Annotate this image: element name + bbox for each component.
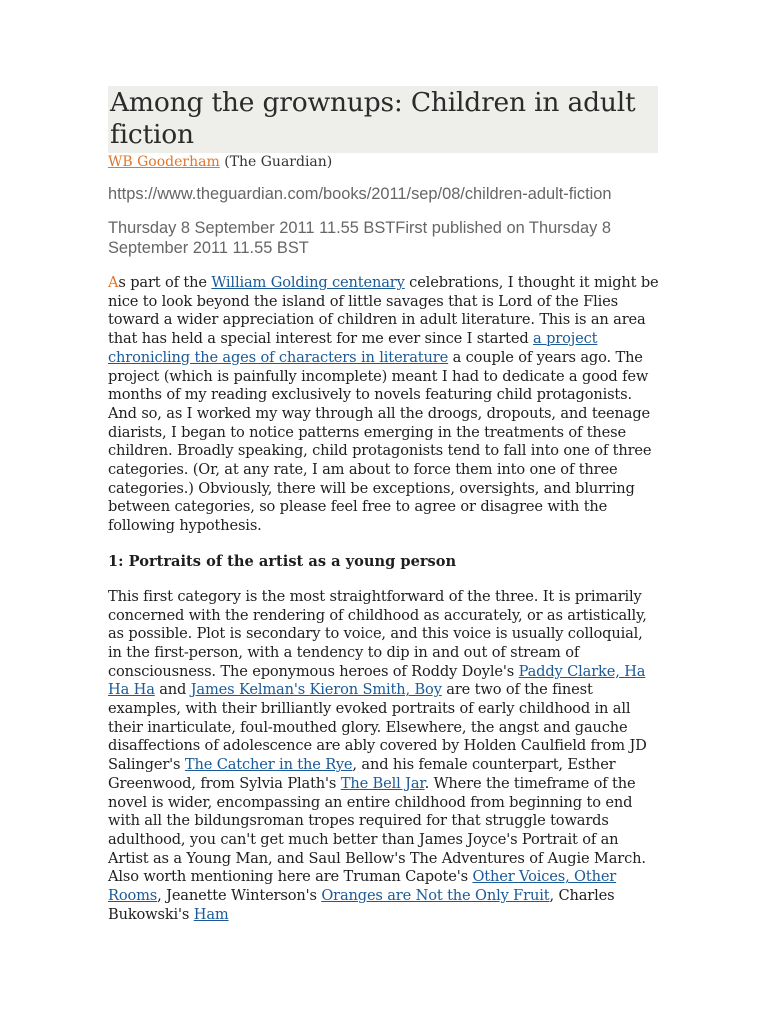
text-run: and bbox=[154, 681, 191, 699]
title-box bbox=[108, 86, 658, 153]
intro-paragraph bbox=[108, 274, 660, 536]
link-other-voices-other-rooms[interactable]: Other Voices, Other Rooms bbox=[108, 868, 617, 905]
section-heading: 1: Portraits of the artist as a young person bbox=[108, 552, 457, 570]
article-date: Thursday 8 September 2011 11.55 BSTFirst published on Thursday 8 September 2011 11.55 BST bbox=[108, 219, 611, 257]
text-run: s part of the bbox=[118, 274, 212, 291]
byline bbox=[108, 153, 660, 171]
link-kieron-smith-boy[interactable]: James Kelman's Kieron Smith, Boy bbox=[190, 681, 442, 699]
text-run: This first category is the most straightforward of the three. It is primarily concerned with the rendering of childhood as accurately, or as artistically, as possible. Plot is secondary to voice, and this voice is usually colloquial, in the first-person, with a tendency to dip in and out of stream of consciousness. The eponymous heroes of Roddy Doyle's bbox=[108, 587, 647, 680]
text-run: , and his female counterpart, Esther Greenwood, from Sylvia Plath's bbox=[108, 756, 616, 792]
link-paddy-clarke[interactable]: Paddy Clarke, Ha Ha Ha bbox=[108, 662, 646, 699]
source-label: (The Guardian) bbox=[219, 154, 333, 170]
link-oranges-not-only-fruit[interactable]: Oranges are Not the Only Fruit bbox=[321, 887, 550, 905]
text-run: are two of the finest examples, with their brilliantly evoked portraits of early childhood in all their inarticulate, foul-mouthed glory. Elsewhere, the angst and gauche disaffections of adolescence are ably covered by Holden Caulfield from JD Salinger's bbox=[108, 681, 647, 774]
text-run: celebrations, I thought it might be nice to look beyond the island of little savages that is Lord of the Flies toward a wider appreciation of children in adult literature. This is an area that has held a special interest for me ever since I started bbox=[108, 274, 659, 348]
article-page bbox=[108, 86, 660, 925]
link-ham[interactable]: Ham bbox=[193, 905, 229, 923]
text-run: , Charles Bukowski's bbox=[108, 887, 615, 923]
link-catcher-in-the-rye[interactable]: The Catcher in the Rye bbox=[184, 756, 353, 774]
drop-cap: A bbox=[108, 274, 119, 291]
text-run: , Jeanette Winterson's bbox=[157, 887, 322, 905]
link-william-golding-centenary[interactable]: William Golding centenary bbox=[211, 274, 405, 291]
link-bell-jar[interactable]: The Bell Jar bbox=[340, 774, 425, 792]
article-url: https://www.theguardian.com/books/2011/sep/08/children-adult-fiction bbox=[108, 185, 612, 203]
text-run: . Where the timeframe of the novel is wider, encompassing an entire childhood from beginning to end with all the bildungsroman tropes required for that struggle towards adulthood, you can't get much better than James Joyce's Portrait of an Artist as a Young Man, and Saul Bellow's The Adventures of Augie March. Also worth mentioning here are Truman Capote's bbox=[108, 774, 646, 886]
article-title: Among the grownups: Children in adult fiction bbox=[110, 87, 636, 150]
link-ages-project[interactable]: a project chronicling the ages of characters in literature bbox=[108, 330, 598, 366]
section-paragraph bbox=[108, 588, 660, 925]
author-link[interactable]: WB Gooderham bbox=[108, 154, 220, 170]
text-run: a couple of years ago. The project (which is painfully incomplete) meant I had to dedicate a good few months of my reading exclusively to novels featuring child protagonists. And so, as I worked my way through all the droogs, dropouts, and teenage diarists, I began to notice patterns emerging in the treatments of these children. Broadly speaking, child protagonists tend to fall into one of three categories. (Or, at any rate, I am about to force them into one of three categories.) Obviously, there will be exceptions, oversights, and blurring between categories, so please feel free to agree or disagree with the following hypothesis. bbox=[108, 348, 652, 535]
